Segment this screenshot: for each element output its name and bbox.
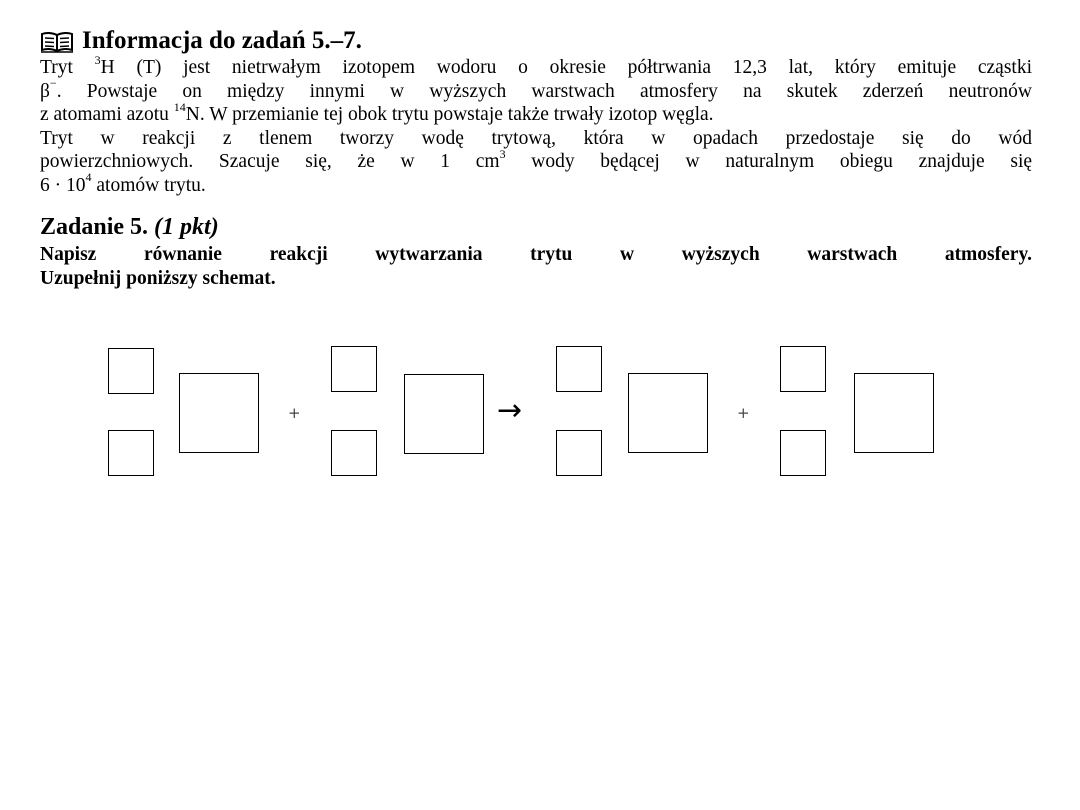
mass-number-box-4[interactable] (780, 346, 826, 392)
document-page (40, 26, 1032, 290)
atomic-number-box-1[interactable] (108, 430, 154, 476)
symbol-box-4[interactable] (854, 373, 934, 453)
plus-sign: + (737, 404, 750, 422)
atomic-number-box-4[interactable] (780, 430, 826, 476)
plus-sign: + (288, 404, 301, 422)
text-line: powierzchniowych. Szacuje się, że w 1 $cm^3$ wody będącej w naturalnym obiegu znajduje się (40, 146, 1033, 172)
symbol-box-2[interactable] (404, 374, 484, 454)
symbol-box-1[interactable] (179, 373, 259, 453)
info-paragraph-1 (40, 52, 1033, 127)
task-heading: Zadanie 5. (1 pkt) (40, 214, 219, 240)
text-line: Tryt w reakcji z tlenem tworzy wodę trytową, która w opadach przedostaje się do wód (40, 127, 1032, 149)
text-line: Tryt $^3$H (T) jest nietrwałym izotopem wodoru o okresie półtrwania 12,3 lat, który emituje cząstki (40, 52, 1033, 78)
info-paragraph-2 (40, 127, 1032, 198)
text-line: $6 \cdot 10^4$ atomów trytu. (40, 170, 206, 196)
info-title-text: Informacja do zadań 5.–7. (82, 27, 362, 54)
text-line: Uzupełnij poniższy schemat. (40, 267, 276, 289)
text-line: Napisz równanie reakcji wytwarzania trytu w wyższych warstwach atmosfery. (40, 244, 1032, 265)
info-heading (40, 26, 1032, 56)
mass-number-box-2[interactable] (331, 346, 377, 392)
task-points: (1 pkt) (154, 214, 219, 240)
atomic-number-box-3[interactable] (556, 430, 602, 476)
mass-number-box-3[interactable] (556, 346, 602, 392)
text-line: β−. Powstaje on między innymi w wyższych warstwach atmosfery na skutek zderzeń neutronów (40, 76, 1032, 102)
symbol-box-3[interactable] (628, 373, 708, 453)
reaction-arrow: → (497, 393, 523, 428)
atomic-number-box-2[interactable] (331, 430, 377, 476)
mass-number-box-1[interactable] (108, 348, 154, 394)
open-book-icon (40, 31, 74, 53)
task-instruction (40, 243, 1032, 290)
text-line: z atomami azotu $^{14}$N. W przemianie tej obok trytu powstaje także trwały izotop węgla. (40, 99, 714, 125)
